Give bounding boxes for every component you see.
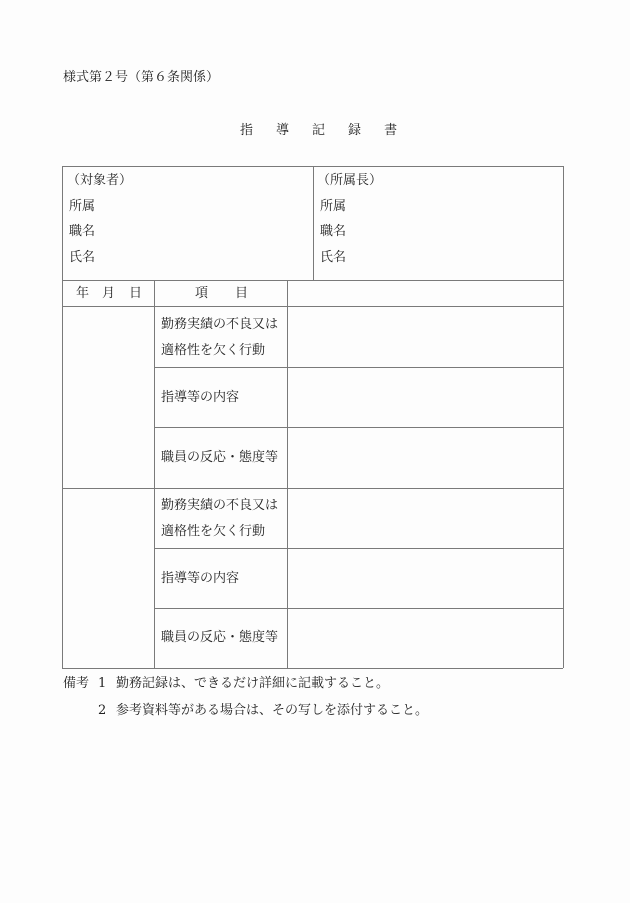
supervisor-field-affiliation[interactable]: 所属 bbox=[320, 199, 347, 214]
item-label-char: 項 bbox=[195, 286, 209, 301]
item-label: 職員の反応・態度等 bbox=[161, 630, 279, 645]
title-char: 書 bbox=[384, 123, 398, 138]
header-divider bbox=[313, 166, 314, 280]
table-border-left bbox=[62, 166, 63, 668]
table-border-right bbox=[563, 166, 564, 668]
supervisor-field-position[interactable]: 職名 bbox=[320, 224, 347, 239]
item-label: 勤務実績の不良又は bbox=[161, 317, 279, 332]
row-divider bbox=[154, 367, 563, 368]
title-char: 指 bbox=[240, 123, 254, 138]
row-divider bbox=[154, 427, 563, 428]
subject-field-affiliation[interactable]: 所属 bbox=[69, 199, 96, 214]
document-title bbox=[240, 119, 397, 138]
row-divider bbox=[154, 548, 563, 549]
title-char: 録 bbox=[348, 123, 362, 138]
item-label: 職員の反応・態度等 bbox=[161, 450, 279, 465]
subject-field-name[interactable]: 氏名 bbox=[69, 250, 96, 265]
row-divider bbox=[154, 608, 563, 609]
supervisor-field-name[interactable]: 氏名 bbox=[320, 250, 347, 265]
subject-heading: （対象者） bbox=[67, 173, 133, 188]
title-char: 記 bbox=[312, 123, 326, 138]
table-border-bottom bbox=[62, 668, 563, 669]
column-header-bottom bbox=[62, 306, 563, 307]
column-divider-item bbox=[287, 280, 288, 668]
group-divider bbox=[62, 488, 563, 489]
note-text: 勤務記録は、できるだけ詳細に記載すること。 bbox=[116, 676, 390, 691]
note-number: 1 bbox=[98, 676, 107, 691]
item-label: 指導等の内容 bbox=[161, 571, 240, 586]
item-label: 勤務実績の不良又は bbox=[161, 498, 279, 513]
date-year-label: 年 bbox=[76, 286, 90, 301]
title-char: 導 bbox=[276, 123, 290, 138]
notes-label: 備考 bbox=[63, 676, 90, 691]
supervisor-heading: （所属長） bbox=[317, 173, 383, 188]
note-text: 参考資料等がある場合は、その写しを添付すること。 bbox=[116, 703, 429, 718]
column-divider-date bbox=[154, 280, 155, 668]
item-label-char: 目 bbox=[235, 286, 249, 301]
item-label: 適格性を欠く行動 bbox=[161, 524, 266, 539]
note-number: 2 bbox=[98, 703, 107, 718]
date-day-label: 日 bbox=[129, 286, 143, 301]
item-label: 指導等の内容 bbox=[161, 390, 240, 405]
item-label: 適格性を欠く行動 bbox=[161, 343, 266, 358]
date-month-label: 月 bbox=[102, 286, 116, 301]
header-section-bottom bbox=[62, 280, 563, 281]
form-number: 様式第２号（第６条関係） bbox=[63, 70, 220, 85]
subject-field-position[interactable]: 職名 bbox=[69, 224, 96, 239]
